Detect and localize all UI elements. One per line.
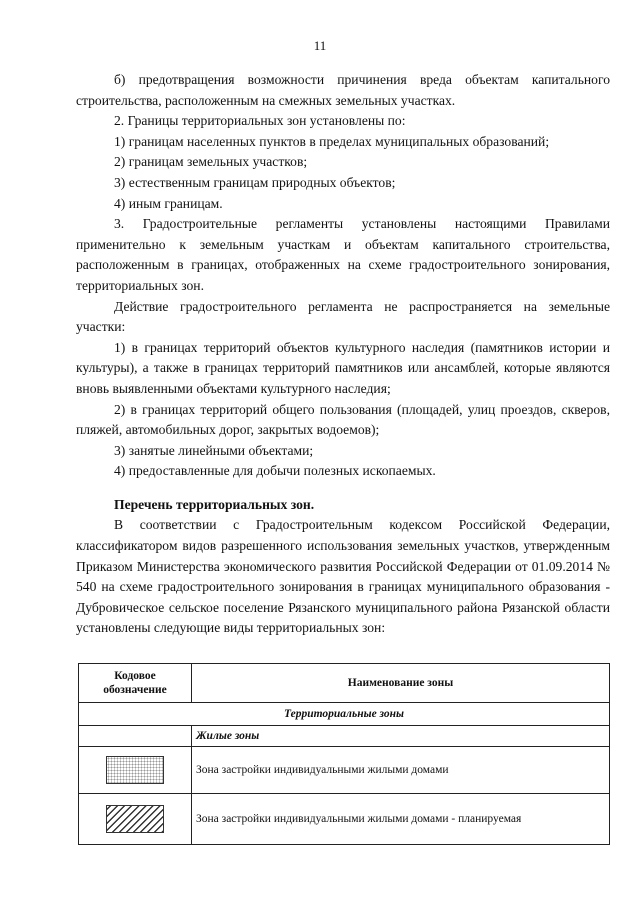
section-label: Территориальные зоны [79,703,610,726]
document-body [76,70,610,639]
hatched-pattern-icon [106,805,164,833]
zone-name: Зона застройки индивидуальными жилыми домами - планируемая [192,794,610,845]
paragraph: 1) в границах территорий объектов культурного наследия (памятников истории и культуры), а также в границах территорий памятников или ансамблей, которые являются вновь выявленными объектами культурного наследия; [76,339,610,396]
paragraph: б) предотвращения возможности причинения вреда объектам капитального строительства, расположенным на смежных земельных участках. [76,72,610,108]
paragraph: 2) в границах территорий общего пользования (площадей, улиц проездов, скверов, пляжей, автомобильных дорог, закрытых водоемов); [76,401,610,438]
intro-paragraph: В соответствии с Градостроительным кодексом Российской Федерации, классификатором видов разрешенного использования земельных участков, утвержденным Приказом Министерства экономического развития Российской Федерации от 01.09.2014 № 540 на схеме градостроительного зонирования в границах муниципального образования - Дубровическое сельское поселение Рязанского муниципального района Рязанской области установлены следующие виды территориальных зон: [76,517,610,636]
paragraph: 3) естественным границам природных объектов; [114,174,396,190]
group-row [79,726,610,747]
paragraph: 1) границам населенных пунктов в пределах муниципальных образований; [114,133,550,149]
table-header-row [79,664,610,703]
header-name: Наименование зоны [192,664,610,703]
zones-table [78,663,610,845]
paragraph: 4) предоставленные для добычи полезных ископаемых. [114,463,436,479]
paragraph: Действие градостроительного регламента не распространяется на земельные участки: [76,298,610,335]
page-number: 11 [313,38,327,53]
section-heading: Перечень территориальных зон. [114,496,315,512]
section-row [79,703,610,726]
header-code: Кодовое обозначение [79,664,192,703]
paragraph: 2. Границы территориальных зон установлены по: [114,113,406,129]
group-code-cell [79,726,192,747]
zone-name: Зона застройки индивидуальными жилыми домами [192,747,610,794]
paragraph: 2) границам земельных участков; [114,154,308,170]
code-cell [79,747,192,794]
paragraph: 4) иным границам. [114,195,223,211]
paragraph: 3. Градостроительные регламенты установлены настоящими Правилами применительно к земельным участкам и объектам капитального строительства, расположенным в границах, отображенных на схеме градостроительного зонирования, территориальных зон. [76,216,610,293]
table-row [79,794,610,845]
group-label: Жилые зоны [192,726,610,747]
code-cell [79,794,192,845]
paragraph: 3) занятые линейными объектами; [114,442,314,458]
dotted-pattern-icon [106,756,164,784]
table-row [79,747,610,794]
